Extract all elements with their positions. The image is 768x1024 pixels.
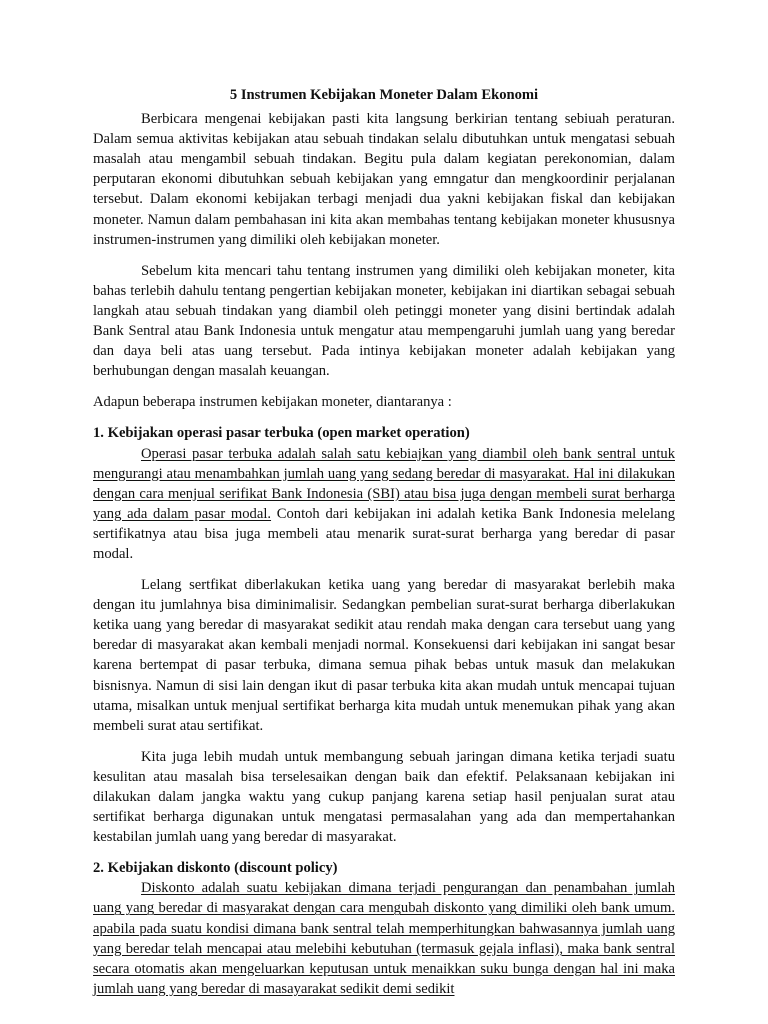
list-intro: Adapun beberapa instrumen kebijakan moneter, diantaranya :: [93, 394, 452, 411]
section-2-paragraph-1: [93, 878, 675, 999]
section-1-paragraph-2: Lelang sertfikat diberlakukan ketika uang yang beredar di masyarakat berlebih maka dengan itu jumlahnya bisa diminimalisir. Sedangkan pembelian surat-surat berharga diberlakukan ketika uang yang beredar di masyarakat sedikit atau rendah maka dengan cara tersebut uang yang beredar di masyarakat akan kembali menjadi normal. Konsekuensi dari kebijakan ini sangat besar karena bertempat di pasar terbuka, dimana semua pihak bebas untuk masuk dan melakukan bisnisnya. Namun di sisi lain dengan ikut di pasar terbuka kita akan mudah untuk mencapai tujuan utama, misalkan untuk menjual sertifikat berharga kita mudah untuk menemukan pihak yang akan membeli surat atau sertifikat.: [93, 577, 675, 734]
section-1-underlined-text: Operasi pasar terbuka adalah salah satu kebiajkan yang diambil oleh bank sentral untuk mengurangi atau menambahkan jumlah uang yang sedang beredar di masyarakat. Hal ini dilakukan dengan cara menjual serifikat Bank Indonesia (SBI) atau bisa juga dengan membeli surat berharga yang ada dalam pasar modal.: [93, 445, 675, 522]
section-2-heading: 2. Kebijakan diskonto (discount policy): [93, 860, 338, 877]
intro-paragraph-2: Sebelum kita mencari tahu tentang instrumen yang dimiliki oleh kebijakan moneter, kita bahas terlebih dahulu tentang pengertian kebijakan moneter, kebijakan ini diartikan sebagai sebuah langkah atau sebuah tindakan yang diambil oleh petinggi moneter yang disini bertindak adalah Bank Sentral atau Bank Indonesia untuk mengatur atau mempengaruhi jumlah uang yang beredar dan daya beli atas uang tersebut. Pada intinya kebijakan moneter adalah kebijakan yang berhubungan dengan masalah keuangan.: [93, 262, 675, 380]
document-title: 5 Instrumen Kebijakan Moneter Dalam Ekonomi: [229, 87, 539, 103]
section-1-paragraph-1: [93, 444, 675, 565]
section-2-underlined-text: Diskonto adalah suatu kebijakan dimana terjadi pengurangan dan penambahan jumlah uang yang beredar di masyarakat dengan cara mengubah diskonto yang dimiliki oleh bank umum. apabila pada suatu kondisi dimana bank sentral telah memperhitungkan bahwasannya jumlah uang yang beredar telah mencapai atau melebihi kebutuhan (termasuk gejala inflasi), maka bank sentral secara otomatis akan mengeluarkan keputusan untuk menaikkan suku bunga dengan hal ini maka jumlah uang yang beredar di masayarakat sedikit demi sedikit: [93, 880, 675, 997]
section-1-heading: 1. Kebijakan operasi pasar terbuka (open market operation): [93, 425, 470, 442]
section-1-plain-text: Contoh dari kebijakan ini adalah ketika Bank Indonesia melelang sertifikatnya atau bisa juga membeli atau menarik surat-surat berharga yang beredar di pasar modal.: [93, 505, 676, 562]
intro-paragraph-1: Berbicara mengenai kebijakan pasti kita langsung berkirian tentang sebiuah peraturan. Dalam semua aktivitas kebijakan atau sebuah tindakan selalu dibutuhkan untuk mengatasi sebuah masalah atau mengambil sebuah tindakan. Begitu pula dalam kegiatan perekonomian, dalam perputaran ekonomi dibutuhkan sebuah kebijakan yang emngatur dan mengkoordinir perjalanan tersebut. Dalam ekonomi kebijakan terbagi menjadi dua yakni kebijakan fiskal dan kebijakan moneter. Namun dalam pembahasan ini kita akan membahas tentang kebijakan moneter khususnya instrumen-instrumen yang dimiliki oleh kebijakan moneter.: [93, 111, 675, 248]
section-1-paragraph-3: Kita juga lebih mudah untuk membangung sebuah jaringan dimana ketika terjadi suatu kesulitan atau masalah bisa terselesaikan dengan baik dan efektif. Pelaksanaan kebijakan ini dilakukan dalam jangka waktu yang cukup panjang karena setiap hasil penjualan surat atau sertifikat berharga digunakan untuk mengatasi permasalahan yang ada dan mempertahankan kestabilan jumlah uang yang beredar di masyarakat.: [93, 748, 675, 846]
document-page: [93, 85, 675, 999]
